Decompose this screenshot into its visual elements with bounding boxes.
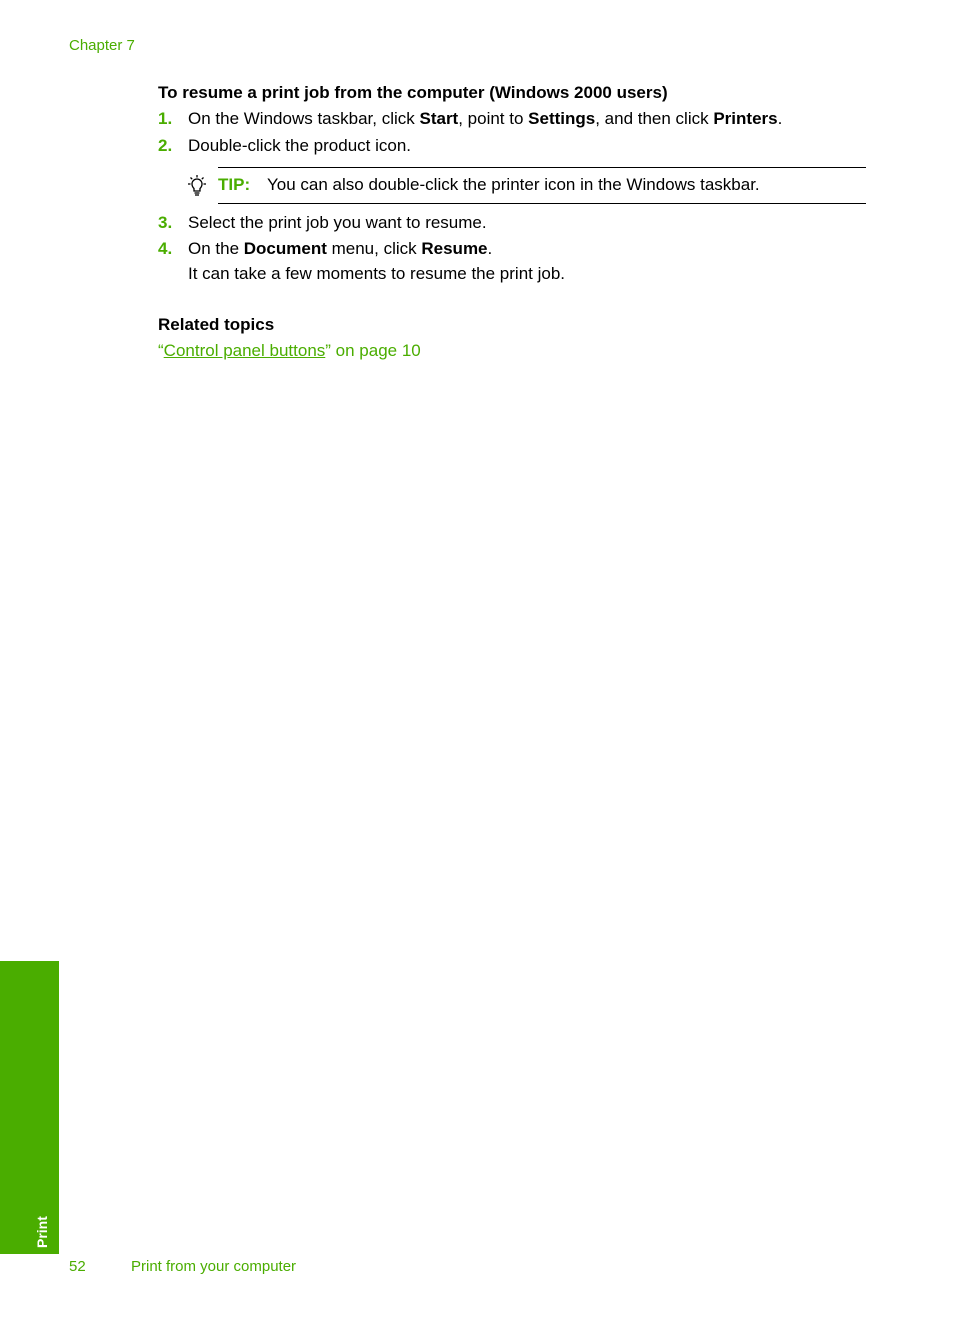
footer-title: Print from your computer: [131, 1258, 297, 1275]
lightbulb-icon: [186, 174, 208, 198]
step-number: 4.: [158, 239, 173, 258]
step-text: Select the print job you want to resume.: [188, 213, 487, 232]
step-1: [158, 109, 782, 129]
step-emphasis: Printers: [713, 109, 778, 128]
step-2: [158, 136, 411, 156]
step-number: 3.: [158, 213, 173, 232]
step-emphasis: Start: [419, 109, 459, 128]
chapter-header: Chapter 7: [69, 37, 135, 54]
step-text: .: [777, 109, 783, 128]
related-topics-heading: Related topics: [158, 315, 275, 334]
control-panel-buttons-link[interactable]: Control panel buttons: [163, 341, 326, 360]
section-title: To resume a print job from the computer (Windows 2000 users): [158, 83, 668, 102]
step-4: [158, 239, 492, 259]
step-text: On the: [188, 239, 244, 258]
step-emphasis: Settings: [528, 109, 596, 128]
step-emphasis: Resume: [421, 239, 488, 258]
step-3: [158, 213, 487, 233]
step-text: menu, click: [326, 239, 422, 258]
tip-label: TIP:: [218, 175, 251, 194]
tip-text: You can also double-click the printer icon in the Windows taskbar.: [267, 175, 760, 194]
step-text: , point to: [458, 109, 529, 128]
page-reference: on page 10: [330, 341, 421, 360]
step-note: It can take a few moments to resume the print job.: [188, 264, 566, 283]
footer-page-number: 52: [69, 1258, 86, 1275]
step-text: , and then click: [595, 109, 714, 128]
step-text: On the Windows taskbar, click: [188, 109, 420, 128]
close-quote: ”: [325, 341, 331, 360]
step-number: 1.: [158, 109, 173, 128]
step-number: 2.: [158, 136, 173, 155]
open-quote: “: [158, 341, 164, 360]
step-emphasis: Document: [243, 239, 327, 258]
step-text: Double-click the product icon.: [188, 136, 412, 155]
related-topic-reference: [158, 341, 421, 361]
side-tab-label: Print: [34, 1216, 50, 1248]
step-text: .: [487, 239, 493, 258]
side-tab: [0, 961, 59, 1254]
